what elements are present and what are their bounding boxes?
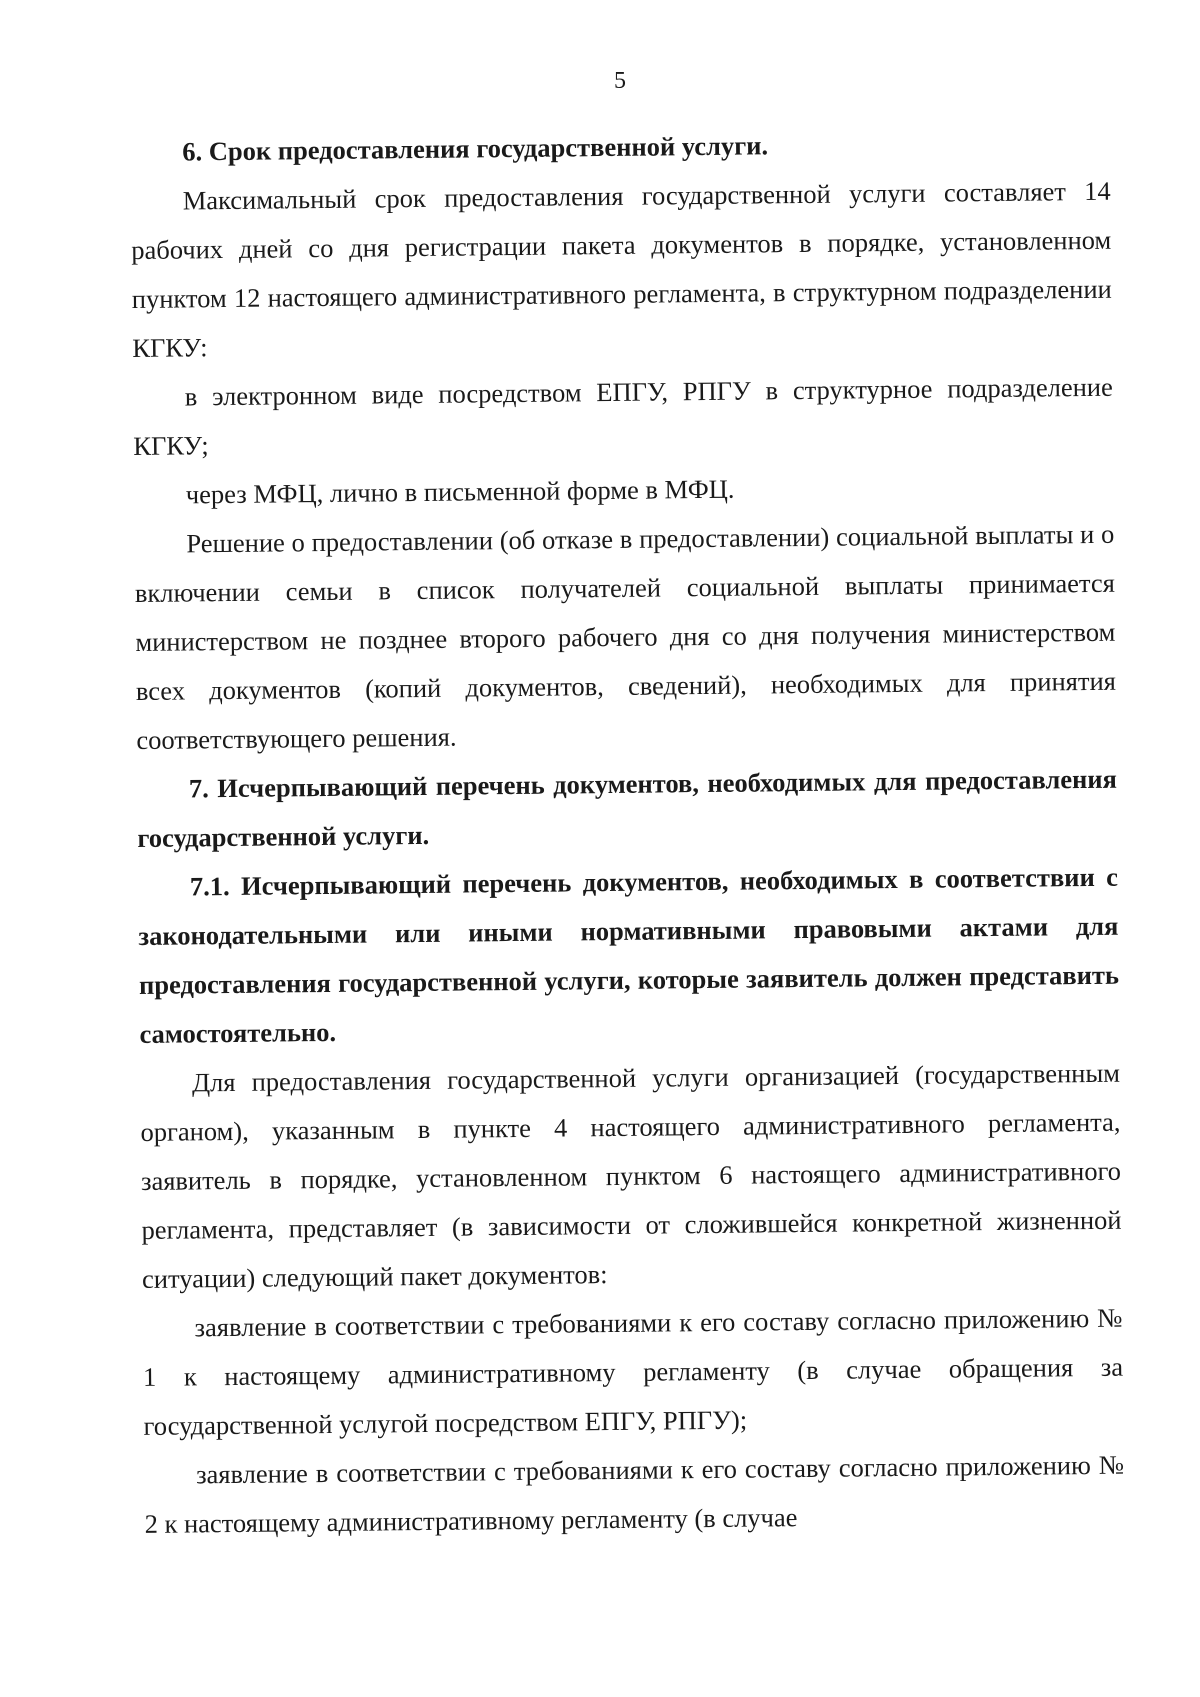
paragraph-mfc: через МФЦ, лично в письменной форме в МФЦ.: [185, 473, 735, 510]
paragraph-electronic: в электронном виде посредством ЕПГУ, РПГУ в структурное подразделение КГКУ;: [133, 371, 1113, 461]
section-6-heading: 6. Срок предоставления государственной услуги.: [182, 130, 769, 167]
paragraph-max-term: Максимальный срок предоставления государственной услуги составляет 14 рабочих дней со дня регистрации пакета документов в порядке, установленном пунктом 12 настоящего административного регламента, в структурном подразделении КГКУ:: [131, 175, 1112, 363]
page-number: 5: [614, 68, 626, 94]
paragraph-decision: Решение о предоставлении (об отказе в предоставлении) социальной выплаты и о включении семьи в список получателей социальной выплаты принимается министерством не позднее второго рабочего дня со дня получения министерством всех документов (копий документов, сведений), необходимых для принятия соответствующего решения.: [134, 518, 1116, 755]
section-7-heading: 7. Исчерпывающий перечень документов, необходимых для предоставления государственной услуги.: [137, 763, 1118, 853]
paragraph-application-2: заявление в соответствии с требованиями к его составу согласно приложению № 2 к настоящему административному регламенту (в случае: [144, 1449, 1125, 1539]
section-7-1-heading: 7.1. Исчерпывающий перечень документов, необходимых в соответствии с законодательными или иными нормативными правовыми актами для предоставления государственной услуги, которые заявитель должен представить самостоятельно.: [138, 861, 1120, 1049]
paragraph-documents-package: Для предоставления государственной услуги организацией (государственным органом), указанным в пункте 4 настоящего административного регламента, заявитель в порядке, установленном пунктом 6 настоящего административного регламента, представляет (в зависимости от сложившейся конкретной жизненной ситуации) следующий пакет документов:: [140, 1057, 1122, 1294]
paragraph-application-1: заявление в соответствии с требованиями к его составу согласно приложению № 1 к настоящему административному регламенту (в случае обращения за государственной услугой посредством ЕПГУ, РПГУ);: [142, 1302, 1124, 1441]
document-body: [130, 118, 1125, 1549]
